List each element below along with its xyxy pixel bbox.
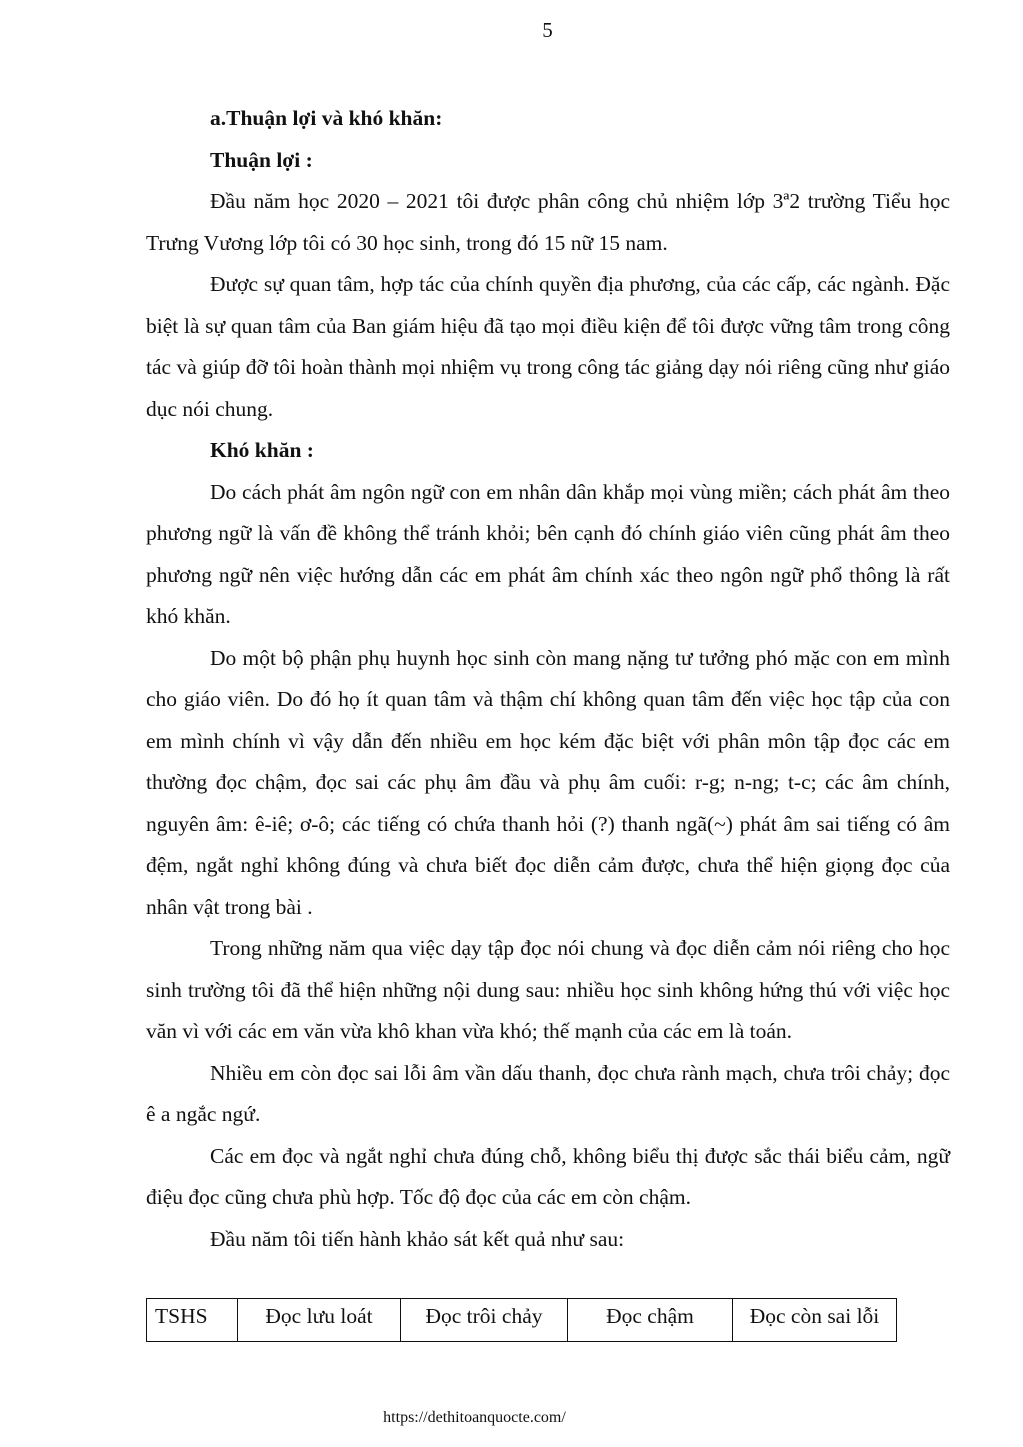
difficulties-paragraph: Do một bộ phận phụ huynh học sinh còn mang nặng tư tưởng phó mặc con em mình cho giáo viên. Do đó họ ít quan tâm và thậm chí không quan tâm đến việc học tập của con em mình chính vì vậy dẫn đến nhiều em học kém đặc biệt với phân môn tập đọc các em thường đọc chậm, đọc sai các phụ âm đầu và phụ âm cuối: r-g; n-ng; t-c; các âm chính, nguyên âm: ê-iê; ơ-ô; các tiếng có chứa thanh hỏi (?) thanh ngã(~) phát âm sai tiếng có âm đệm, ngắt nghỉ không đúng và chưa biết đọc diễn cảm được, chưa thể hiện giọng đọc của nhân vật trong bài . bbox=[146, 645, 950, 919]
survey-results-table bbox=[146, 1298, 897, 1342]
page-number: 5 bbox=[542, 18, 553, 42]
table-header-cell: Đọc chậm bbox=[568, 1299, 733, 1342]
table-header-cell: Đọc còn sai lỗi bbox=[733, 1299, 897, 1342]
difficulties-heading: Khó khăn : bbox=[210, 438, 314, 462]
table-header-cell: TSHS bbox=[147, 1299, 238, 1342]
advantages-paragraph: Đầu năm học 2020 – 2021 tôi được phân công chủ nhiệm lớp 3ª2 trường Tiểu học Trưng Vương lớp tôi có 30 học sinh, trong đó 15 nữ 15 nam. bbox=[146, 189, 950, 255]
difficulties-paragraph: Trong những năm qua việc dạy tập đọc nói chung và đọc diễn cảm nói riêng cho học sinh trường tôi đã thể hiện những nội dung sau: nhiều học sinh không hứng thú với việc học văn vì với các em văn vừa khô khan vừa khó; thế mạnh của các em là toán. bbox=[146, 936, 950, 1043]
footer-url: https://dethitoanquocte.com/ bbox=[383, 1409, 566, 1426]
difficulties-paragraph: Nhiều em còn đọc sai lỗi âm vần dấu thanh, đọc chưa rành mạch, chưa trôi chảy; đọc ê a ngắc ngứ. bbox=[146, 1060, 950, 1126]
difficulties-paragraph: Do cách phát âm ngôn ngữ con em nhân dân khắp mọi vùng miền; cách phát âm theo phương ngữ là vấn đề không thể tránh khỏi; bên cạnh đó chính giáo viên cũng phát âm theo phương ngữ nên việc hướng dẫn các em phát âm chính xác theo ngôn ngữ phổ thông là rất khó khăn. bbox=[146, 479, 950, 628]
advantages-heading: Thuận lợi : bbox=[210, 147, 313, 172]
survey-intro: Đầu năm tôi tiến hành khảo sát kết quả như sau: bbox=[210, 1226, 625, 1251]
advantages-paragraph: Được sự quan tâm, hợp tác của chính quyền địa phương, của các cấp, các ngành. Đặc biệt là sự quan tâm của Ban giám hiệu đã tạo mọi điều kiện để tôi được vững tâm trong công tác và giúp đỡ tôi hoàn thành mọi nhiệm vụ trong công tác giảng dạy nói riêng cũng như giáo dục nói chung. bbox=[146, 272, 950, 421]
table-header-row bbox=[147, 1299, 897, 1342]
section-title: a.Thuận lợi và khó khăn: bbox=[210, 106, 443, 130]
document-body bbox=[146, 98, 950, 1260]
difficulties-paragraph: Các em đọc và ngắt nghỉ chưa đúng chỗ, không biểu thị được sắc thái biểu cảm, ngữ điệu đọc cũng chưa phù hợp. Tốc độ đọc của các em còn chậm. bbox=[146, 1143, 950, 1209]
table-header-cell: Đọc trôi chảy bbox=[401, 1299, 568, 1342]
table-header-cell: Đọc lưu loát bbox=[238, 1299, 401, 1342]
